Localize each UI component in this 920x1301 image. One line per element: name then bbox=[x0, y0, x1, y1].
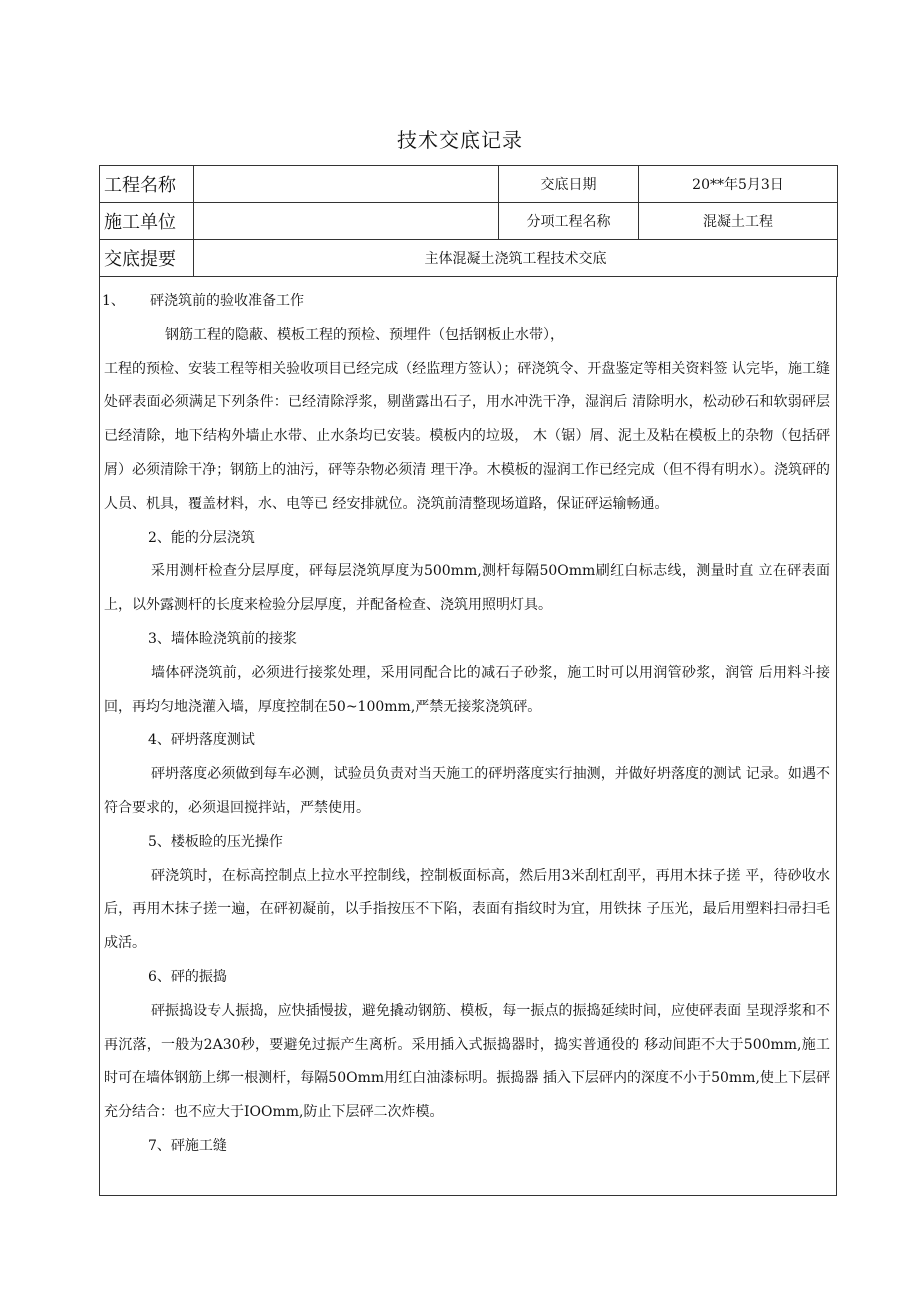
section-2-title: 2、能的分层浇筑 bbox=[148, 529, 255, 546]
unit-label: 施工单位 bbox=[100, 203, 194, 240]
header-row-project bbox=[100, 166, 838, 203]
content-box bbox=[99, 277, 837, 1196]
date-label: 交底日期 bbox=[499, 166, 639, 203]
summary-value[interactable]: 主体混凝土浇筑工程技术交底 bbox=[194, 240, 838, 277]
section-2-paragraph: 采用测杆检查分层厚度，砰每层浇筑厚度为500mm,测杆每隔50Omm刷红白标志线，测量时直 立在砰表面上，以外露测杆的长度来检验分层厚度，并配备检查、浇筑用照明灯具。 bbox=[104, 563, 830, 614]
section-1-paragraph-1: 钢筋工程的隐蔽、模板工程的预检、预埋件（包括钢板止水带）， bbox=[165, 326, 564, 343]
section-6-title: 6、砰的振捣 bbox=[148, 968, 227, 985]
section-1-number: 1、 bbox=[102, 293, 125, 309]
sub-project-label: 分项工程名称 bbox=[499, 203, 639, 240]
section-4-paragraph: 砰坍落度必须做到每车必测，试验员负责对当天施工的砰坍落度实行抽测，并做好坍落度的测试 记录。如遇不符合要求的，必须退回搅拌站，严禁使用。 bbox=[104, 766, 830, 816]
project-name-value[interactable] bbox=[194, 166, 499, 203]
section-1-paragraph-2: 工程的预检、安装工程等相关验收项目已经完成（经监理方签认）；砰浇筑令、开盘鉴定等相关资料签 认完毕，施工缝处砰表面必须满足下列条件：已经清除浮浆，剔凿露出石子，用水冲洗干净，湿润后 清除明水，松动砂石和软弱砰层已经清除，地下结构外墙止水带、止水条均已安装。模板内的垃圾， 木（锯）屑、泥土及粘在模板上的杂物（包括砰屑）必须清除干净；钢筋上的油污，砰等杂物必须清 理干净。木模板的湿润工作已经完成（但不得有明水）。浇筑砰的人员、机具，覆盖材料，水、电等已 经安排就位。浇筑前清整现场道路，保证砰运输畅通。 bbox=[104, 360, 830, 512]
header-row-unit bbox=[100, 203, 838, 240]
section-1-heading bbox=[100, 285, 834, 319]
header-table bbox=[99, 165, 838, 277]
sub-project-value[interactable]: 混凝土工程 bbox=[639, 203, 838, 240]
section-6-paragraph: 砰振捣设专人振捣，应快插慢拔，避免撬动钢筋、模板，每一振点的振捣延续时间，应使砰表面 呈现浮浆和不再沉落，一般为2A30秒，要避免过振产生离析。采用插入式振捣器时，捣实普通役的 移动间距不大于500mm,施工时可在墙体钢筋上绑一根测杆，每隔50Omm用红白油漆标明。振捣器 插入下层砰内的深度不小于50mm,使上下层砰充分结合：也不应大于IOOmm,防止下层砰二次炸模。 bbox=[104, 1002, 830, 1121]
section-5-paragraph: 砰浇筑时，在标高控制点上拉水平控制线，控制板面标高，然后用3米刮杠刮平，再用木抹子搓 平，待砂收水后，再用木抹子搓一遍，在砰初凝前，以手指按压不下陷，表面有指纹时为宜，用铁抹 子压光，最后用塑料扫帚扫毛成活。 bbox=[104, 867, 830, 952]
content-text bbox=[100, 285, 834, 1164]
section-7-title: 7、砰施工缝 bbox=[148, 1137, 227, 1154]
section-3-title: 3、墙体睑浇筑前的接浆 bbox=[148, 630, 297, 647]
section-3-paragraph: 墙体砰浇筑前，必须进行接浆处理，采用同配合比的减石子砂浆，施工时可以用润管砂浆，润管 后用料斗接回，再均匀地浇灌入墙，厚度控制在50~100mm,严禁无接浆浇筑砰。 bbox=[104, 664, 830, 715]
header-row-summary bbox=[100, 240, 838, 277]
date-value[interactable]: 20**年5月3日 bbox=[639, 166, 838, 203]
unit-value[interactable] bbox=[194, 203, 499, 240]
summary-label: 交底提要 bbox=[100, 240, 194, 277]
section-4-title: 4、砰坍落度测试 bbox=[148, 732, 255, 749]
section-1-title: 砰浇筑前的验收准备工作 bbox=[150, 293, 304, 309]
section-5-title: 5、楼板睑的压光操作 bbox=[148, 833, 283, 850]
document-title: 技术交底记录 bbox=[397, 128, 523, 152]
project-name-label: 工程名称 bbox=[100, 166, 194, 203]
